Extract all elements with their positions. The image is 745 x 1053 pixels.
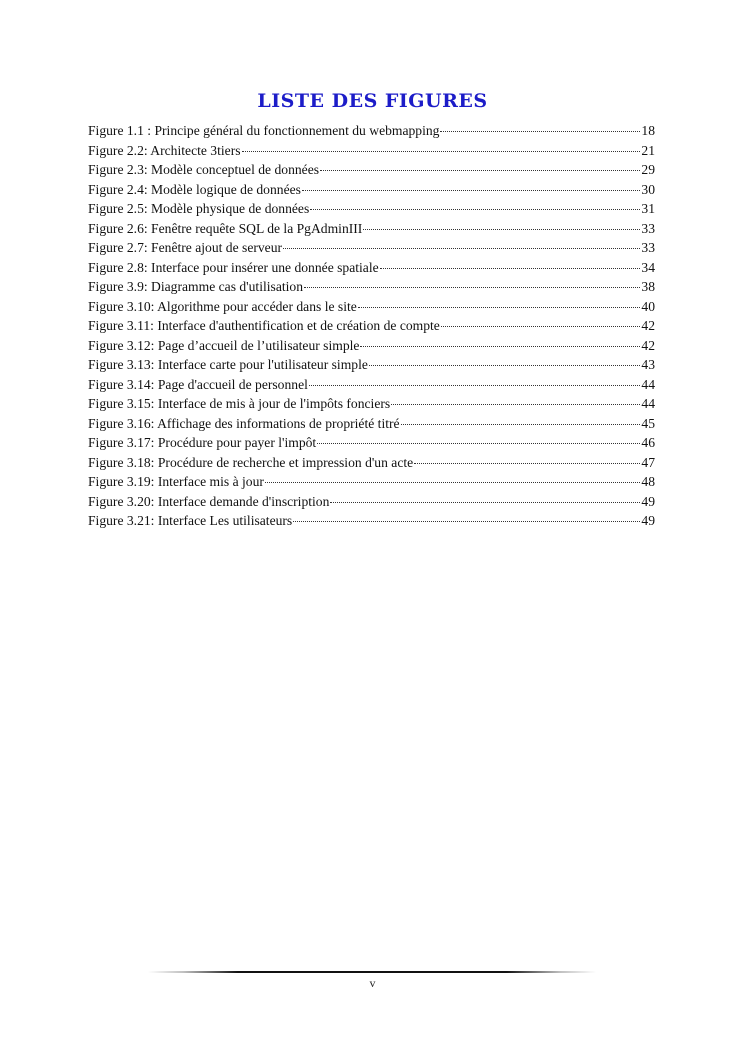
- toc-entry-label: Figure 3.18: Procédure de recherche et impression d'un acte: [88, 454, 414, 470]
- toc-entry[interactable]: [88, 318, 655, 338]
- toc-entry[interactable]: [88, 260, 655, 280]
- toc-dot-leader: [309, 385, 641, 386]
- toc-entry[interactable]: [88, 240, 655, 260]
- toc-entry[interactable]: [88, 182, 655, 202]
- toc-entry-page: 33: [641, 220, 655, 236]
- toc-entry-label: Figure 2.7: Fenêtre ajout de serveur: [88, 240, 283, 255]
- toc-dot-leader: [358, 307, 641, 308]
- toc-entry-page: 18: [641, 123, 655, 138]
- toc-dot-leader: [369, 365, 641, 366]
- toc-entry-page: 48: [641, 474, 655, 489]
- toc-entry-label: Figure 3.16: Affichage des informations de propriété titré: [88, 415, 400, 431]
- toc-entry-label: Figure 3.10: Algorithme pour accéder dans le site: [88, 298, 357, 314]
- toc-dot-leader: [304, 287, 640, 288]
- toc-entry-label: Figure 2.8: Interface pour insérer une donnée spatiale: [88, 259, 379, 275]
- toc-entry-page: 33: [641, 240, 655, 255]
- toc-dot-leader: [414, 463, 640, 464]
- toc-entry-page: 42: [641, 337, 655, 353]
- toc-dot-leader: [380, 268, 641, 269]
- toc-entry-label: Figure 2.3: Modèle conceptuel de données: [88, 162, 320, 177]
- toc-entry-page: 42: [641, 318, 655, 333]
- toc-dot-leader: [440, 131, 640, 132]
- toc-entry-page: 30: [641, 181, 655, 197]
- toc-entry[interactable]: [88, 513, 655, 533]
- toc-entry-label: Figure 3.11: Interface d'authentification et de création de compte: [88, 318, 440, 333]
- toc-entry[interactable]: [88, 357, 655, 377]
- toc-entry-page: 44: [641, 396, 655, 411]
- toc-entry-label: Figure 3.13: Interface carte pour l'utilisateur simple: [88, 357, 368, 372]
- toc-entry-label: Figure 1.1 : Principe général du fonctionnement du webmapping: [88, 123, 440, 138]
- toc-dot-leader: [363, 229, 640, 230]
- toc-entry-label: Figure 2.5: Modèle physique de données: [88, 201, 310, 216]
- toc-entry-page: 49: [641, 513, 655, 528]
- toc-entry-page: 38: [641, 279, 655, 294]
- toc-dot-leader: [401, 424, 641, 425]
- toc-dot-leader: [310, 209, 640, 210]
- toc-dot-leader: [391, 404, 640, 405]
- toc-entry-label: Figure 3.15: Interface de mis à jour de l'impôts fonciers: [88, 396, 391, 411]
- toc-entry[interactable]: [88, 162, 655, 182]
- toc-entry-label: Figure 2.4: Modèle logique de données: [88, 181, 301, 197]
- toc-entry-label: Figure 3.20: Interface demande d'inscription: [88, 493, 330, 509]
- toc-dot-leader: [320, 170, 640, 171]
- toc-dot-leader: [441, 326, 641, 327]
- toc-entry-label: Figure 3.12: Page d’accueil de l’utilisateur simple: [88, 337, 360, 353]
- toc-entry-page: 44: [641, 376, 655, 392]
- toc-dot-leader: [293, 521, 640, 522]
- toc-entry[interactable]: [88, 494, 655, 514]
- toc-entry[interactable]: [88, 435, 655, 455]
- toc-entry[interactable]: [88, 279, 655, 299]
- toc-entry-page: 40: [641, 298, 655, 314]
- toc-entry-label: Figure 3.19: Interface mis à jour: [88, 474, 264, 489]
- toc-entry-page: 47: [641, 454, 655, 470]
- toc-entry-page: 34: [641, 259, 655, 275]
- toc-entry-page: 29: [641, 162, 655, 177]
- toc-entry[interactable]: [88, 201, 655, 221]
- toc-entry[interactable]: [88, 221, 655, 241]
- toc-entry[interactable]: [88, 123, 655, 143]
- toc-entry[interactable]: [88, 416, 655, 436]
- toc-dot-leader: [302, 190, 640, 191]
- toc-entry-label: Figure 2.2: Architecte 3tiers: [88, 142, 241, 158]
- toc-entry[interactable]: [88, 455, 655, 475]
- toc-dot-leader: [283, 248, 640, 249]
- toc-entry-page: 45: [641, 415, 655, 431]
- toc-entry-page: 49: [641, 493, 655, 509]
- toc-entry[interactable]: [88, 299, 655, 319]
- toc-entry-label: Figure 3.14: Page d'accueil de personnel: [88, 376, 308, 392]
- toc-entry-page: 46: [641, 435, 655, 450]
- toc-dot-leader: [242, 151, 641, 152]
- toc-entry[interactable]: [88, 474, 655, 494]
- toc-dot-leader: [330, 502, 640, 503]
- page-number: v: [369, 976, 376, 990]
- page-title: LISTE DES FIGURES: [257, 90, 488, 112]
- toc-entry-label: Figure 3.17: Procédure pour payer l'impôt: [88, 435, 317, 450]
- toc-entry[interactable]: [88, 396, 655, 416]
- toc-entry[interactable]: [88, 377, 655, 397]
- toc-entry-page: 21: [641, 142, 655, 158]
- toc-entry[interactable]: [88, 143, 655, 163]
- figure-list: [88, 123, 655, 533]
- toc-dot-leader: [265, 482, 640, 483]
- footer-divider: [148, 971, 596, 973]
- toc-entry[interactable]: [88, 338, 655, 358]
- toc-entry-label: Figure 3.9: Diagramme cas d'utilisation: [88, 279, 303, 294]
- toc-entry-label: Figure 2.6: Fenêtre requête SQL de la PgAdminIII: [88, 220, 363, 236]
- toc-dot-leader: [360, 346, 640, 347]
- toc-dot-leader: [317, 443, 640, 444]
- toc-entry-page: 31: [641, 201, 655, 216]
- toc-entry-label: Figure 3.21: Interface Les utilisateurs: [88, 513, 293, 528]
- toc-entry-page: 43: [641, 357, 655, 372]
